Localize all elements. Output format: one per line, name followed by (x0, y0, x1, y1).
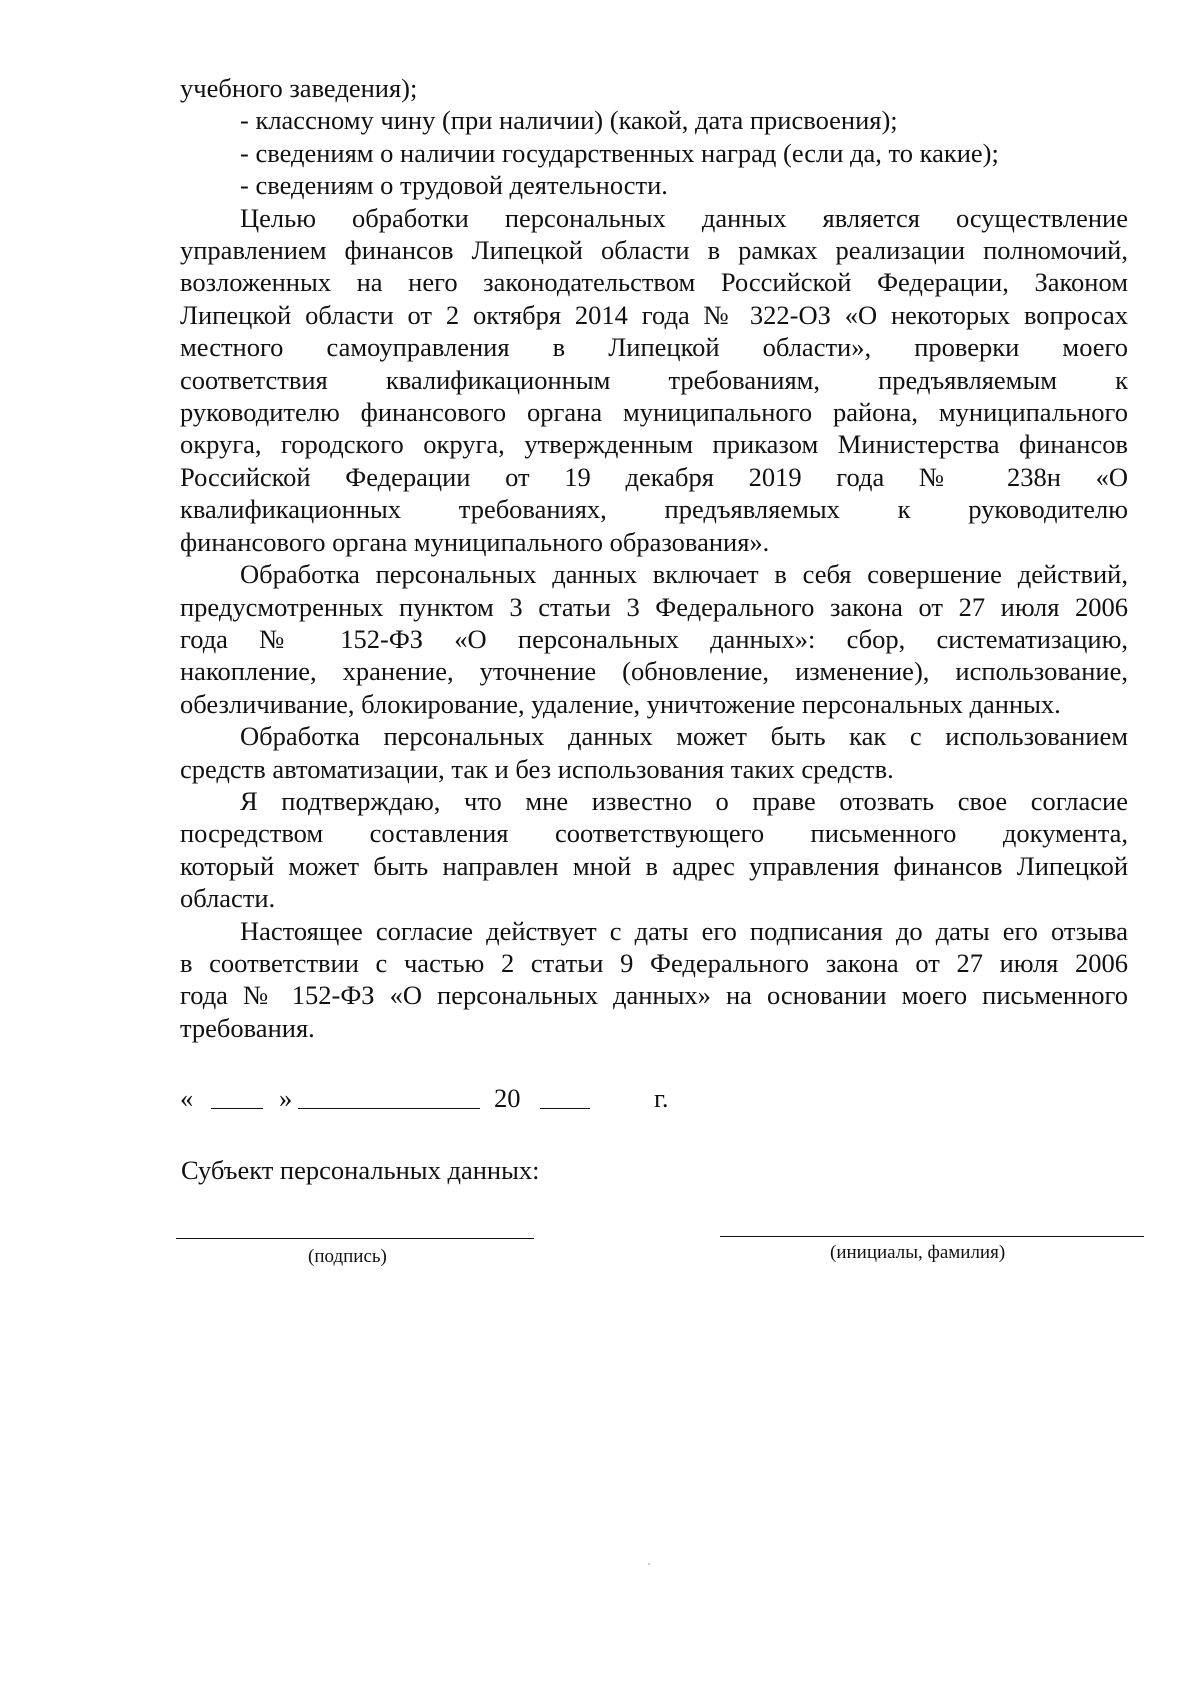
paragraph-purpose-line: местного самоуправления в Липецкой области», проверки моего (180, 332, 1128, 363)
paragraph-validity-line: в соответствии с частью 2 статьи 9 Федерального закона от 27 июля 2006 (180, 947, 1128, 978)
paragraph-validity-line: года № 152-ФЗ «О персональных данных» на основании моего письменного (180, 980, 1128, 1011)
list-item: - классному чину (при наличии) (какой, дата присвоения); (240, 105, 898, 136)
paragraph-purpose-line: возложенных на него законодательством Российской Федерации, Законом (180, 267, 1128, 298)
paragraph-purpose-line: руководителю финансового органа муниципального района, муниципального (180, 397, 1128, 428)
date-close-quote: » (279, 1083, 293, 1113)
text-line: учебного заведения); (180, 73, 418, 103)
paragraph-purpose-line: квалификационных требованиях, предъявляемых к руководителю (180, 494, 1128, 525)
paragraph-withdrawal-line: Я подтверждаю, что мне известно о праве отозвать свое согласие (240, 785, 1128, 816)
paragraph-purpose-line: управлением финансов Липецкой области в рамках реализации полномочий, (180, 235, 1128, 266)
paragraph-processing-line: Обработка персональных данных включает в себя совершение действий, (240, 559, 1128, 590)
list-item: - сведениям о трудовой деятельности. (240, 170, 668, 201)
paragraph-automation-line: средств автоматизации, так и без использования таких средств. (180, 753, 894, 784)
signature-line (176, 1238, 534, 1239)
subject-label: Субъект персональных данных: (181, 1155, 540, 1185)
paragraph-purpose-line: Российской Федерации от 19 декабря 2019 года № 238н «О (180, 461, 1128, 492)
paragraph-automation-line: Обработка персональных данных может быть как с использованием (240, 721, 1128, 752)
paragraph-withdrawal-line: который может быть направлен мной в адрес управления финансов Липецкой (180, 850, 1128, 881)
paragraph-validity-line: требования. (180, 1012, 315, 1043)
paragraph-processing-line: обезличивание, блокирование, удаление, уничтожение персональных данных. (180, 688, 1061, 719)
month-blank (298, 1108, 480, 1109)
document-body (180, 72, 1128, 1044)
paragraph-validity-line: Настоящее согласие действует с даты его подписания до даты его отзыва (240, 915, 1128, 946)
signature-caption: (подпись) (308, 1246, 387, 1267)
year-blank (540, 1108, 590, 1109)
paragraph-withdrawal-line: области. (180, 883, 276, 914)
date-year-suffix: г. (654, 1083, 669, 1113)
paragraph-purpose-line: финансового органа муниципального образования». (180, 526, 770, 557)
paragraph-processing-line: года № 152-ФЗ «О персональных данных»: сбор, систематизацию, (180, 623, 1128, 654)
date-open-quote: « (180, 1083, 194, 1113)
paragraph-withdrawal-line: посредством составления соответствующего письменного документа, (180, 818, 1128, 849)
date-century: 20 (494, 1083, 521, 1113)
scan-speck (648, 1563, 650, 1565)
name-caption: (инициалы, фамилия) (830, 1242, 1006, 1263)
paragraph-processing-line: накопление, хранение, уточнение (обновление, изменение), использование, (180, 656, 1128, 687)
day-blank (211, 1108, 263, 1109)
paragraph-processing-line: предусмотренных пунктом 3 статьи 3 Федерального закона от 27 июля 2006 (180, 591, 1128, 622)
paragraph-purpose-line: Целью обработки персональных данных является осуществление (240, 202, 1128, 233)
name-line (720, 1236, 1144, 1237)
paragraph-purpose-line: Липецкой области от 2 октября 2014 года № 322-ОЗ «О некоторых вопросах (180, 299, 1128, 330)
list-item: - сведениям о наличии государственных наград (если да, то какие); (240, 137, 999, 168)
paragraph-purpose-line: соответствия квалификационным требованиям, предъявляемым к (180, 364, 1128, 395)
paragraph-purpose-line: округа, городского округа, утвержденным приказом Министерства финансов (180, 429, 1128, 460)
